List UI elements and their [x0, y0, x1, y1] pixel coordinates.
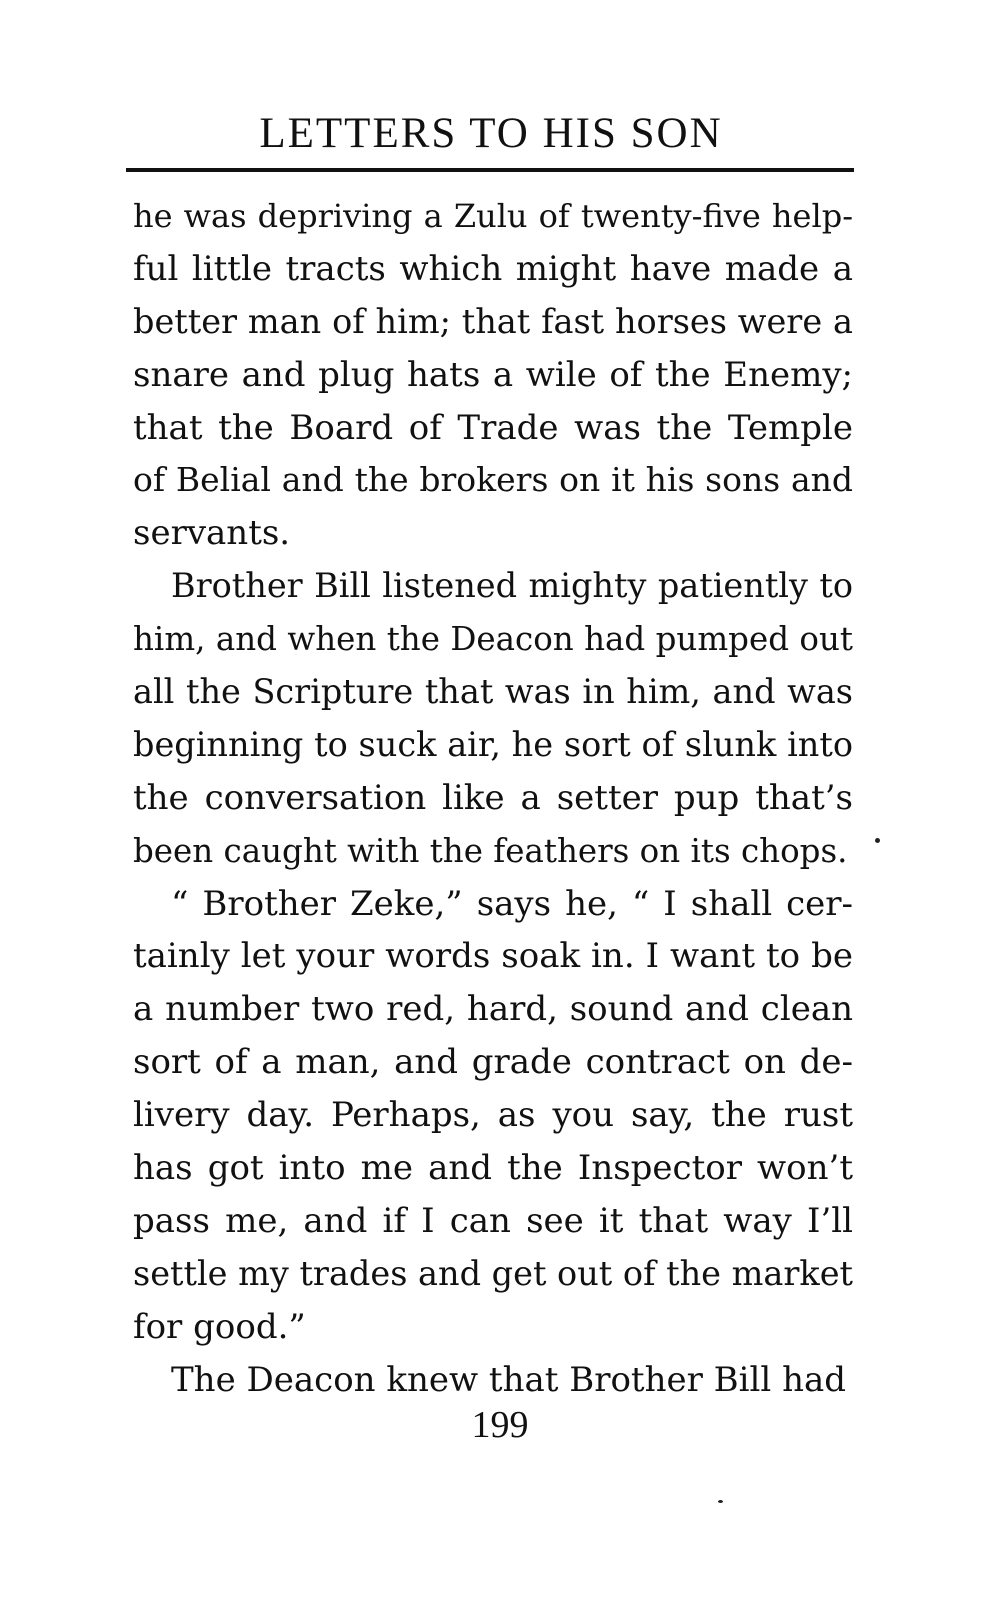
text-line: better man of him; that fast horses were a [133, 301, 853, 341]
text-line: snare and plug hats a wile of the Enemy; [133, 354, 853, 395]
text-line: been caught with the feathers on its chops. [133, 831, 848, 870]
text-line: that the Board of Trade was the Temple [133, 407, 853, 448]
text-line: settle my trades and get out of the market [133, 1253, 853, 1293]
running-head-title: LETTERS TO HIS SON [259, 110, 723, 157]
text-line: all the Scripture that was in him, and was [133, 672, 853, 712]
text-line: the conversation like a setter pup that’s [133, 777, 853, 818]
text-line: pass me, and if I can see it that way I’ll [133, 1200, 853, 1241]
text-line: servants. [133, 513, 291, 554]
text-line: Brother Bill listened mighty patiently to [171, 566, 853, 606]
text-line: him, and when the Deacon had pumped out [133, 620, 853, 659]
text-line: sort of a man, and grade contract on de- [133, 1042, 853, 1083]
text-line: beginning to suck air, he sort of slunk into [133, 724, 853, 764]
text-line: The Deacon knew that Brother Bill had [171, 1359, 847, 1400]
text-line: ful little tracts which might have made a [133, 248, 853, 289]
text-line: has got into me and the Inspector won’t [133, 1148, 853, 1189]
text-line: “ Brother Zeke,” says he, “ I shall cer- [171, 883, 853, 924]
text-line: for good.” [133, 1306, 306, 1347]
text-line: tainly let your words soak in. I want to be [133, 936, 853, 977]
header-rule [126, 168, 854, 172]
body-text [133, 190, 853, 1406]
scan-speck [875, 838, 880, 843]
text-line: livery day. Perhaps, as you say, the rust [133, 1095, 853, 1136]
text-line: a number two red, hard, sound and clean [133, 989, 853, 1030]
text-line: of Belial and the brokers on it his sons and [133, 460, 853, 500]
scan-speck [718, 1500, 723, 1503]
page-number: 199 [471, 1404, 529, 1446]
text-line: he was depriving a Zulu of twenty-five help- [133, 197, 853, 235]
